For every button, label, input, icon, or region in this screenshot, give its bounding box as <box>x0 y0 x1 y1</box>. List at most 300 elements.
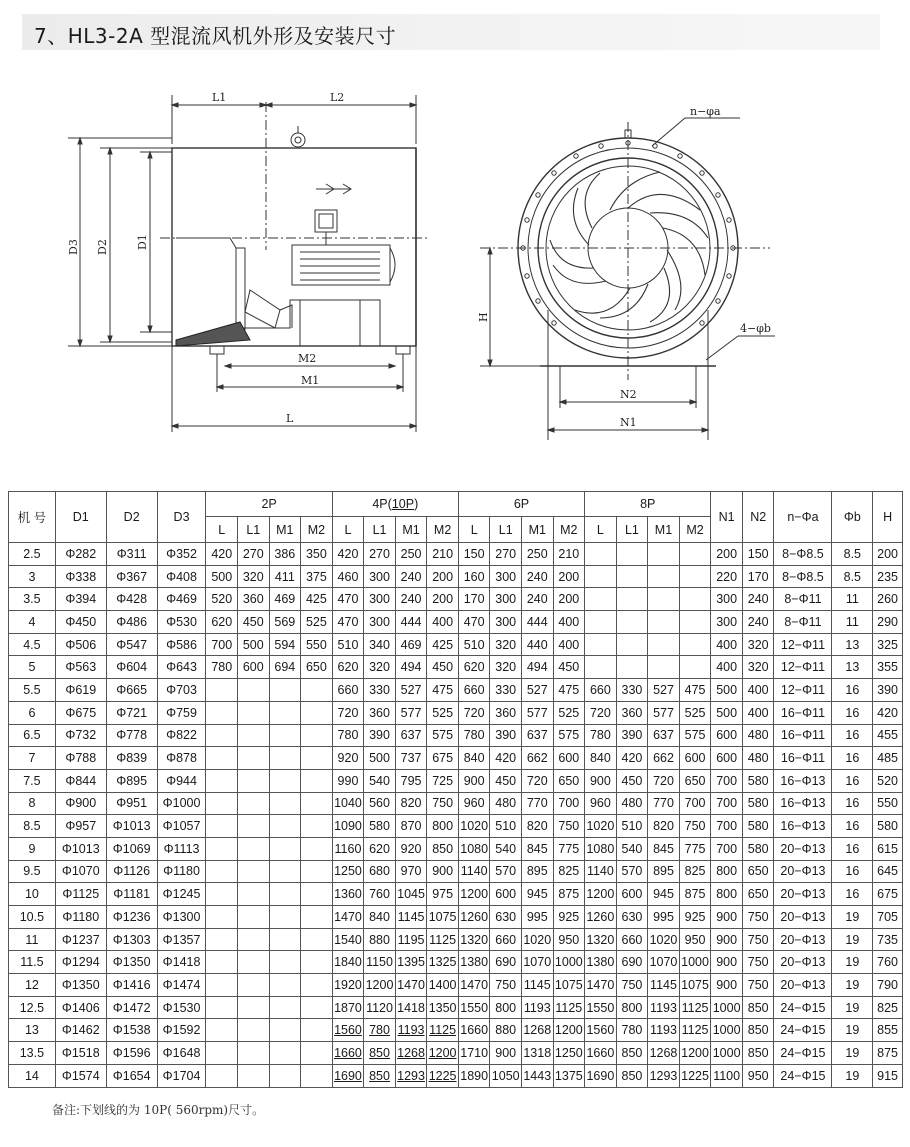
table-cell: 1140 <box>585 860 617 883</box>
table-cell: Φ1416 <box>106 974 157 997</box>
table-cell: 19 <box>832 1042 873 1065</box>
table-cell: 750 <box>742 951 774 974</box>
table-cell: 12 <box>9 974 56 997</box>
table-cell: 1268 <box>648 1042 680 1065</box>
table-cell: 16 <box>832 724 873 747</box>
table-cell: 210 <box>553 543 585 566</box>
table-cell: 600 <box>238 656 270 679</box>
table-cell <box>238 679 270 702</box>
table-cell: 920 <box>395 837 427 860</box>
table-cell: 1000 <box>679 951 711 974</box>
table-cell: 320 <box>364 656 396 679</box>
table-cell: Φ1057 <box>157 815 206 838</box>
table-cell: 1380 <box>585 951 617 974</box>
table-cell: 2.5 <box>9 543 56 566</box>
table-cell: 800 <box>490 996 522 1019</box>
table-cell: 690 <box>490 951 522 974</box>
table-cell: 737 <box>395 747 427 770</box>
table-cell: 300 <box>711 588 743 611</box>
table-cell: 8.5 <box>9 815 56 838</box>
table-cell <box>269 1019 301 1042</box>
table-cell: Φ428 <box>106 588 157 611</box>
table-cell <box>206 769 238 792</box>
table-cell: 527 <box>521 679 553 702</box>
table-cell: Φ1126 <box>106 860 157 883</box>
table-cell: 720 <box>585 701 617 724</box>
table-cell: Φ839 <box>106 747 157 770</box>
table-cell <box>206 1019 238 1042</box>
table-cell: 24−Φ15 <box>774 1064 832 1087</box>
table-cell: 475 <box>679 679 711 702</box>
table-cell: 580 <box>742 815 774 838</box>
table-cell: 400 <box>427 611 459 634</box>
table-cell: 850 <box>742 1019 774 1042</box>
table-row <box>9 860 903 883</box>
table-cell: 795 <box>395 769 427 792</box>
table-cell: 19 <box>832 996 873 1019</box>
table-cell: 855 <box>873 1019 903 1042</box>
table-cell: Φ1303 <box>106 928 157 951</box>
table-cell: 260 <box>873 588 903 611</box>
table-row <box>9 928 903 951</box>
header-d3: D3 <box>157 492 206 543</box>
table-cell: 600 <box>711 724 743 747</box>
dim-label-h: H <box>477 312 490 322</box>
table-cell: 11 <box>832 588 873 611</box>
table-cell: 300 <box>711 611 743 634</box>
table-cell: 630 <box>490 906 522 929</box>
table-cell <box>269 996 301 1019</box>
table-cell: 825 <box>679 860 711 883</box>
table-cell <box>238 860 270 883</box>
table-cell <box>679 633 711 656</box>
table-cell <box>206 996 238 1019</box>
header-h: H <box>873 492 903 543</box>
table-cell: 875 <box>553 883 585 906</box>
table-cell: 820 <box>521 815 553 838</box>
table-cell: Φ1530 <box>157 996 206 1019</box>
table-cell: 880 <box>364 928 396 951</box>
table-cell: 1120 <box>364 996 396 1019</box>
table-cell: 420 <box>616 747 648 770</box>
table-cell <box>679 611 711 634</box>
table-cell: 200 <box>553 565 585 588</box>
table-cell: 900 <box>711 906 743 929</box>
table-cell <box>269 724 301 747</box>
header-na: n−Φa <box>774 492 832 543</box>
table-cell: 480 <box>490 792 522 815</box>
table-cell: 800 <box>616 996 648 1019</box>
table-cell: 510 <box>490 815 522 838</box>
table-cell: 620 <box>458 656 490 679</box>
table-cell: 1020 <box>585 815 617 838</box>
table-cell: 650 <box>553 769 585 792</box>
table-cell: 700 <box>679 792 711 815</box>
table-cell: 485 <box>873 747 903 770</box>
table-cell <box>238 928 270 951</box>
table-cell: 825 <box>873 996 903 1019</box>
table-row <box>9 996 903 1019</box>
table-cell <box>206 747 238 770</box>
table-cell <box>206 792 238 815</box>
table-cell: 16−Φ11 <box>774 724 832 747</box>
table-cell <box>238 996 270 1019</box>
table-cell: 1470 <box>332 906 364 929</box>
table-cell <box>238 701 270 724</box>
table-cell: 1200 <box>553 1019 585 1042</box>
table-cell: 12−Φ11 <box>774 679 832 702</box>
table-cell: Φ282 <box>55 543 106 566</box>
table-cell: 1318 <box>521 1042 553 1065</box>
table-cell: 330 <box>616 679 648 702</box>
table-cell <box>301 951 333 974</box>
table-cell: 525 <box>427 701 459 724</box>
table-cell: 20−Φ13 <box>774 928 832 951</box>
table-cell: 780 <box>585 724 617 747</box>
table-cell: 1020 <box>648 928 680 951</box>
table-row <box>9 974 903 997</box>
table-cell: 1840 <box>332 951 364 974</box>
table-cell: 575 <box>553 724 585 747</box>
table-cell: 390 <box>616 724 648 747</box>
table-cell: 637 <box>648 724 680 747</box>
table-cell: 12−Φ11 <box>774 633 832 656</box>
table-cell: 900 <box>427 860 459 883</box>
table-cell: 8−Φ11 <box>774 588 832 611</box>
table-row <box>9 679 903 702</box>
table-cell: Φ1596 <box>106 1042 157 1065</box>
table-cell <box>301 815 333 838</box>
header-group-6p: 6P <box>458 492 584 517</box>
table-cell: 500 <box>364 747 396 770</box>
header-n1: N1 <box>711 492 743 543</box>
table-cell: 3.5 <box>9 588 56 611</box>
table-cell: 450 <box>616 769 648 792</box>
table-cell: Φ951 <box>106 792 157 815</box>
table-cell: 16−Φ11 <box>774 701 832 724</box>
table-cell: Φ895 <box>106 769 157 792</box>
table-row <box>9 792 903 815</box>
header-n2: N2 <box>742 492 774 543</box>
table-cell: 1320 <box>458 928 490 951</box>
table-cell: 320 <box>742 656 774 679</box>
table-cell: 825 <box>553 860 585 883</box>
table-cell: Φ586 <box>157 633 206 656</box>
table-cell: 24−Φ15 <box>774 1019 832 1042</box>
dim-label-l2: L2 <box>330 91 345 104</box>
table-cell: 1890 <box>458 1064 490 1087</box>
table-cell: 680 <box>364 860 396 883</box>
table-cell: 320 <box>490 633 522 656</box>
dim-label-m1: M1 <box>301 374 320 387</box>
table-cell: 20−Φ13 <box>774 906 832 929</box>
table-cell: 780 <box>458 724 490 747</box>
table-cell: Φ1245 <box>157 883 206 906</box>
table-cell: Φ1000 <box>157 792 206 815</box>
table-cell <box>238 792 270 815</box>
table-cell: 300 <box>490 611 522 634</box>
table-cell: Φ338 <box>55 565 106 588</box>
table-cell: 200 <box>427 588 459 611</box>
table-cell <box>301 996 333 1019</box>
table-cell: 200 <box>711 543 743 566</box>
table-cell: 12.5 <box>9 996 56 1019</box>
table-cell <box>585 543 617 566</box>
table-cell: 300 <box>490 565 522 588</box>
table-cell: 945 <box>521 883 553 906</box>
table-cell: 1000 <box>711 996 743 1019</box>
table-cell: 13 <box>832 656 873 679</box>
outline-drawing <box>0 60 910 490</box>
table-cell: 1000 <box>553 951 585 974</box>
table-cell: 577 <box>521 701 553 724</box>
table-cell: 400 <box>742 701 774 724</box>
table-cell: 475 <box>553 679 585 702</box>
table-cell: 390 <box>490 724 522 747</box>
table-cell: 4 <box>9 611 56 634</box>
table-cell: Φ1013 <box>55 837 106 860</box>
table-cell: 840 <box>364 906 396 929</box>
subheader-cell: L1 <box>364 517 396 543</box>
table-cell: 8.5 <box>832 565 873 588</box>
table-cell: 480 <box>616 792 648 815</box>
table-cell: Φ643 <box>157 656 206 679</box>
table-cell: 900 <box>711 928 743 951</box>
table-cell: 570 <box>616 860 648 883</box>
table-cell: 650 <box>742 883 774 906</box>
table-cell: Φ944 <box>157 769 206 792</box>
table-cell: 250 <box>521 543 553 566</box>
table-cell <box>301 769 333 792</box>
table-cell: 1268 <box>395 1042 427 1065</box>
table-cell <box>206 679 238 702</box>
table-cell: 16−Φ13 <box>774 792 832 815</box>
table-cell: 150 <box>458 543 490 566</box>
table-cell <box>238 1042 270 1065</box>
table-cell: 637 <box>521 724 553 747</box>
table-cell: 580 <box>742 769 774 792</box>
table-cell: Φ1113 <box>157 837 206 860</box>
subheader-cell: L1 <box>490 517 522 543</box>
table-cell: 960 <box>585 792 617 815</box>
table-cell: 750 <box>427 792 459 815</box>
table-cell <box>238 747 270 770</box>
table-cell: 895 <box>648 860 680 883</box>
table-cell: 900 <box>585 769 617 792</box>
table-cell: Φ878 <box>157 747 206 770</box>
subheader-cell: M1 <box>648 517 680 543</box>
table-cell: 386 <box>269 543 301 566</box>
dim-label-na: n−φa <box>690 105 721 118</box>
table-cell: 1125 <box>679 1019 711 1042</box>
table-cell: 500 <box>206 565 238 588</box>
table-cell <box>679 565 711 588</box>
table-cell: 520 <box>873 769 903 792</box>
subheader-cell: L1 <box>616 517 648 543</box>
table-cell: Φ450 <box>55 611 106 634</box>
table-cell: 540 <box>364 769 396 792</box>
table-cell: 20−Φ13 <box>774 974 832 997</box>
table-cell: 1870 <box>332 996 364 1019</box>
table-cell: 420 <box>206 543 238 566</box>
table-cell: Φ1294 <box>55 951 106 974</box>
table-cell: 400 <box>742 679 774 702</box>
table-cell: 780 <box>616 1019 648 1042</box>
table-cell: 340 <box>364 633 396 656</box>
table-cell: 1125 <box>553 996 585 1019</box>
table-row <box>9 1019 903 1042</box>
table-cell: 300 <box>364 588 396 611</box>
table-cell: 11 <box>832 611 873 634</box>
table-cell <box>616 633 648 656</box>
table-cell <box>648 633 680 656</box>
table-cell: 775 <box>553 837 585 860</box>
table-row <box>9 633 903 656</box>
table-cell: Φ352 <box>157 543 206 566</box>
table-cell: 270 <box>490 543 522 566</box>
table-cell: 1020 <box>458 815 490 838</box>
table-cell: 14 <box>9 1064 56 1087</box>
table-cell: 7 <box>9 747 56 770</box>
table-cell: 694 <box>269 656 301 679</box>
table-cell: 820 <box>648 815 680 838</box>
table-cell <box>679 588 711 611</box>
table-cell: Φ1013 <box>106 815 157 838</box>
table-cell: 580 <box>742 837 774 860</box>
table-cell <box>301 679 333 702</box>
table-cell: 850 <box>364 1042 396 1065</box>
table-cell: 1400 <box>427 974 459 997</box>
table-cell: 10 <box>9 883 56 906</box>
table-cell: 375 <box>301 565 333 588</box>
table-cell <box>301 928 333 951</box>
table-cell: 1000 <box>711 1042 743 1065</box>
table-cell: 450 <box>238 611 270 634</box>
table-cell: 1125 <box>427 928 459 951</box>
table-cell: 240 <box>521 565 553 588</box>
table-cell: Φ506 <box>55 633 106 656</box>
dim-label-d2: D2 <box>96 239 109 255</box>
table-cell: 455 <box>873 724 903 747</box>
table-cell <box>238 837 270 860</box>
table-cell: Φ1236 <box>106 906 157 929</box>
table-cell: 1660 <box>332 1042 364 1065</box>
table-cell: 235 <box>873 565 903 588</box>
table-row <box>9 565 903 588</box>
table-cell <box>206 883 238 906</box>
table-cell: Φ311 <box>106 543 157 566</box>
table-cell: 320 <box>490 656 522 679</box>
table-cell: 10.5 <box>9 906 56 929</box>
table-cell <box>648 543 680 566</box>
table-cell: 11.5 <box>9 951 56 974</box>
table-cell <box>206 860 238 883</box>
table-cell: 750 <box>742 928 774 951</box>
table-cell: 700 <box>711 815 743 838</box>
table-cell: 1020 <box>521 928 553 951</box>
table-cell: 411 <box>269 565 301 588</box>
table-cell: 650 <box>679 769 711 792</box>
table-cell: 875 <box>679 883 711 906</box>
table-row <box>9 543 903 566</box>
table-cell: 950 <box>679 928 711 951</box>
table-cell: 1125 <box>427 1019 459 1042</box>
table-cell: 780 <box>364 1019 396 1042</box>
table-cell: 16 <box>832 860 873 883</box>
table-cell: 1560 <box>332 1019 364 1042</box>
table-cell: 19 <box>832 928 873 951</box>
table-cell: 750 <box>742 906 774 929</box>
table-cell: 1145 <box>395 906 427 929</box>
table-cell: Φ1070 <box>55 860 106 883</box>
table-cell <box>616 611 648 634</box>
table-cell: 900 <box>711 974 743 997</box>
table-cell: 925 <box>553 906 585 929</box>
table-cell: 16−Φ13 <box>774 815 832 838</box>
table-cell: 500 <box>711 701 743 724</box>
table-row <box>9 815 903 838</box>
table-cell <box>585 656 617 679</box>
table-cell: 650 <box>301 656 333 679</box>
table-cell: Φ1418 <box>157 951 206 974</box>
table-cell: 420 <box>332 543 364 566</box>
table-cell <box>206 837 238 860</box>
table-cell <box>206 815 238 838</box>
table-cell: Φ563 <box>55 656 106 679</box>
table-row <box>9 837 903 860</box>
table-cell: 600 <box>490 883 522 906</box>
table-cell: 750 <box>616 974 648 997</box>
table-cell: 525 <box>679 701 711 724</box>
table-cell: 13 <box>9 1019 56 1042</box>
table-cell: 300 <box>364 565 396 588</box>
table-cell: 800 <box>711 860 743 883</box>
table-cell: 945 <box>648 883 680 906</box>
table-cell: Φ1538 <box>106 1019 157 1042</box>
header-model: 机 号 <box>9 492 56 543</box>
table-cell: 320 <box>742 633 774 656</box>
table-cell: 660 <box>585 679 617 702</box>
table-cell: 700 <box>206 633 238 656</box>
page-title: 7、HL3-2A 型混流风机外形及安装尺寸 <box>34 24 397 48</box>
table-cell <box>269 951 301 974</box>
table-cell <box>238 883 270 906</box>
table-cell: 662 <box>648 747 680 770</box>
table-cell: 170 <box>458 588 490 611</box>
table-cell: 1200 <box>427 1042 459 1065</box>
table-cell: 775 <box>679 837 711 860</box>
table-cell: 240 <box>521 588 553 611</box>
table-cell: Φ394 <box>55 588 106 611</box>
table-cell: Φ1069 <box>106 837 157 860</box>
table-cell <box>206 906 238 929</box>
table-cell <box>269 883 301 906</box>
table-cell: 1193 <box>395 1019 427 1042</box>
dim-label-n2: N2 <box>620 388 637 401</box>
table-cell: 13 <box>832 633 873 656</box>
table-cell: Φ604 <box>106 656 157 679</box>
table-cell <box>206 701 238 724</box>
table-cell <box>585 633 617 656</box>
table-cell: 645 <box>873 860 903 883</box>
table-cell: 750 <box>490 974 522 997</box>
table-cell <box>585 588 617 611</box>
table-cell: 850 <box>742 1042 774 1065</box>
table-row <box>9 656 903 679</box>
table-cell: 780 <box>206 656 238 679</box>
table-cell: 1090 <box>332 815 364 838</box>
table-cell: 1125 <box>679 996 711 1019</box>
